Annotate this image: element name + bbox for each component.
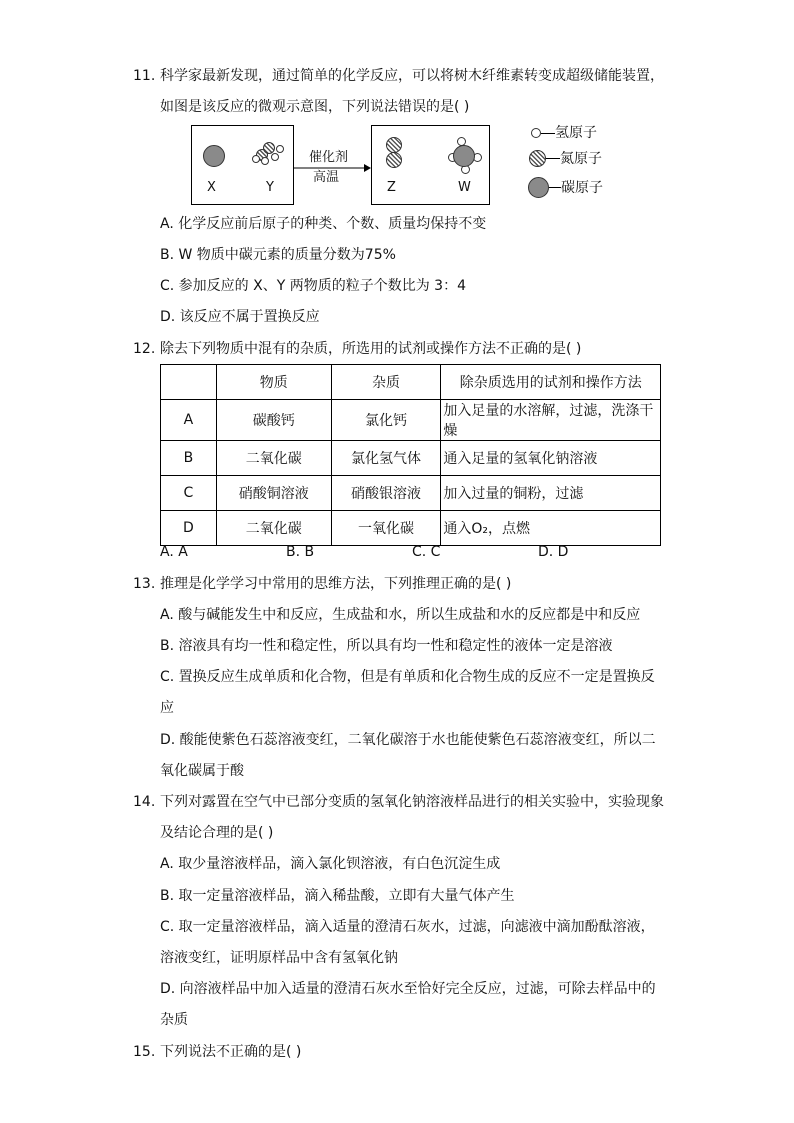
- molecule-z-nitrogen-atom: [386, 152, 402, 168]
- q11-option-b: B. W 物质中碳元素的质量分数为75%: [160, 247, 396, 263]
- q14-number: 14.: [133, 794, 156, 810]
- table-header-cell: 除杂质选用的试剂和操作方法: [441, 365, 661, 400]
- reactants-box: [191, 125, 294, 205]
- table-cell: 加入足量的水溶解，过滤，洗涤干燥: [441, 400, 661, 441]
- label-x: X: [207, 180, 216, 195]
- legend-hydrogen-label: 氢原子: [555, 125, 597, 141]
- molecule-y-hydrogen-atom: [271, 153, 279, 161]
- molecule-y-hydrogen-atom: [261, 157, 269, 165]
- label-w: W: [458, 180, 471, 195]
- table-row: [161, 400, 661, 441]
- q13-option-b: B. 溶液具有均一性和稳定性，所以具有均一性和稳定性的液体一定是溶液: [160, 638, 613, 654]
- table-cell: 二氧化碳: [216, 441, 331, 476]
- q11-option-a: A. 化学反应前后原子的种类、个数、质量均保持不变: [160, 216, 487, 232]
- table-cell: 二氧化碳: [216, 511, 331, 546]
- q12-option-d: D. D: [538, 544, 569, 560]
- q11-stem-line1: 科学家最新发现，通过简单的化学反应，可以将树木纤维素转变成超级储能装置，: [160, 68, 664, 84]
- q14-option-b: B. 取一定量溶液样品，滴入稀盐酸，立即有大量气体产生: [160, 888, 515, 904]
- q14-option-c-line1: C. 取一定量溶液样品，滴入适量的澄清石灰水，过滤，向滤液中滴加酚酞溶液，: [160, 919, 655, 935]
- legend-nitrogen-atom: [529, 150, 546, 167]
- molecule-y-hydrogen-atom: [276, 145, 284, 153]
- table-cell: C: [161, 476, 217, 511]
- table-header-cell: [161, 365, 217, 400]
- q14-option-d-line1: D. 向溶液样品中加入适量的澄清石灰水至恰好完全反应，过滤，可除去样品中的: [160, 981, 656, 997]
- molecule-y-hydrogen-atom: [252, 155, 260, 163]
- q13-stem: 推理是化学学习中常用的思维方法，下列推理正确的是( ): [160, 576, 512, 592]
- products-box: [371, 125, 490, 205]
- q11-number: 11.: [133, 68, 156, 84]
- table-cell: 通入O₂，点燃: [441, 511, 661, 546]
- legend-carbon-atom: [528, 177, 549, 198]
- label-y: Y: [266, 180, 274, 195]
- table-cell: D: [161, 511, 217, 546]
- molecule-z-nitrogen-atom: [386, 137, 402, 153]
- q13-option-a: A. 酸与碱能发生中和反应，生成盐和水，所以生成盐和水的反应都是中和反应: [160, 607, 641, 623]
- q12-number: 12.: [133, 341, 156, 357]
- q13-option-c-line1: C. 置换反应生成单质和化合物，但是有单质和化合物生成的反应不一定是置换反: [160, 669, 655, 685]
- q11-stem-line2: 如图是该反应的微观示意图，下列说法错误的是( ): [160, 99, 470, 115]
- table-cell: A: [161, 400, 217, 441]
- q15-number: 15.: [133, 1044, 156, 1060]
- label-z: Z: [387, 180, 396, 195]
- q12-table: [160, 364, 661, 546]
- table-cell: 氯化氢气体: [331, 441, 441, 476]
- q14-option-c-line2: 溶液变红，证明原样品中含有氢氧化钠: [160, 950, 398, 966]
- q13-option-c-line2: 应: [160, 700, 174, 716]
- table-cell: 一氧化碳: [331, 511, 441, 546]
- table-cell: 硝酸铜溶液: [216, 476, 331, 511]
- q14-stem-line2: 及结论合理的是( ): [160, 825, 274, 841]
- legend-nitrogen-label: 氮原子: [560, 151, 602, 167]
- q12-option-c: C. C: [412, 544, 441, 560]
- table-cell: 碳酸钙: [216, 400, 331, 441]
- table-row: [161, 511, 661, 546]
- q11-option-d: D. 该反应不属于置换反应: [160, 309, 320, 325]
- legend-hydrogen-atom: [531, 128, 541, 138]
- table-row: [161, 476, 661, 511]
- molecule-x-carbon-atom: [203, 145, 225, 167]
- q12-option-b: B. B: [286, 544, 315, 560]
- table-cell: 加入过量的铜粉，过滤: [441, 476, 661, 511]
- table-header-row: [161, 365, 661, 400]
- q14-stem-line1: 下列对露置在空气中已部分变质的氢氧化钠溶液样品进行的相关实验中，实验现象: [160, 794, 664, 810]
- q12-stem: 除去下列物质中混有的杂质，所选用的试剂或操作方法不正确的是( ): [160, 341, 582, 357]
- q12-option-a: A. A: [160, 544, 188, 560]
- q11-option-c: C. 参加反应的 X、Y 两物质的粒子个数比为 3：4: [160, 278, 466, 294]
- table-cell: 硝酸银溶液: [331, 476, 441, 511]
- condition-catalyst: 催化剂: [309, 150, 349, 165]
- table-cell: B: [161, 441, 217, 476]
- table-cell: 氯化钙: [331, 400, 441, 441]
- q14-option-d-line2: 杂质: [160, 1012, 188, 1028]
- table-header-cell: 杂质: [331, 365, 441, 400]
- table-row: [161, 441, 661, 476]
- q13-number: 13.: [133, 576, 156, 592]
- legend-carbon-label: 碳原子: [561, 180, 603, 196]
- q14-option-a: A. 取少量溶液样品，滴入氯化钡溶液，有白色沉淀生成: [160, 856, 501, 872]
- q15-stem: 下列说法不正确的是( ): [160, 1044, 302, 1060]
- table-cell: 通入足量的氢氧化钠溶液: [441, 441, 661, 476]
- q13-option-d-line2: 氧化碳属于酸: [160, 763, 244, 779]
- condition-high-temperature: 高温: [313, 170, 340, 185]
- table-header-cell: 物质: [216, 365, 331, 400]
- q13-option-d-line1: D. 酸能使紫色石蕊溶液变红，二氧化碳溶于水也能使紫色石蕊溶液变红，所以二: [160, 732, 656, 748]
- molecule-w-carbon-atom: [453, 145, 475, 167]
